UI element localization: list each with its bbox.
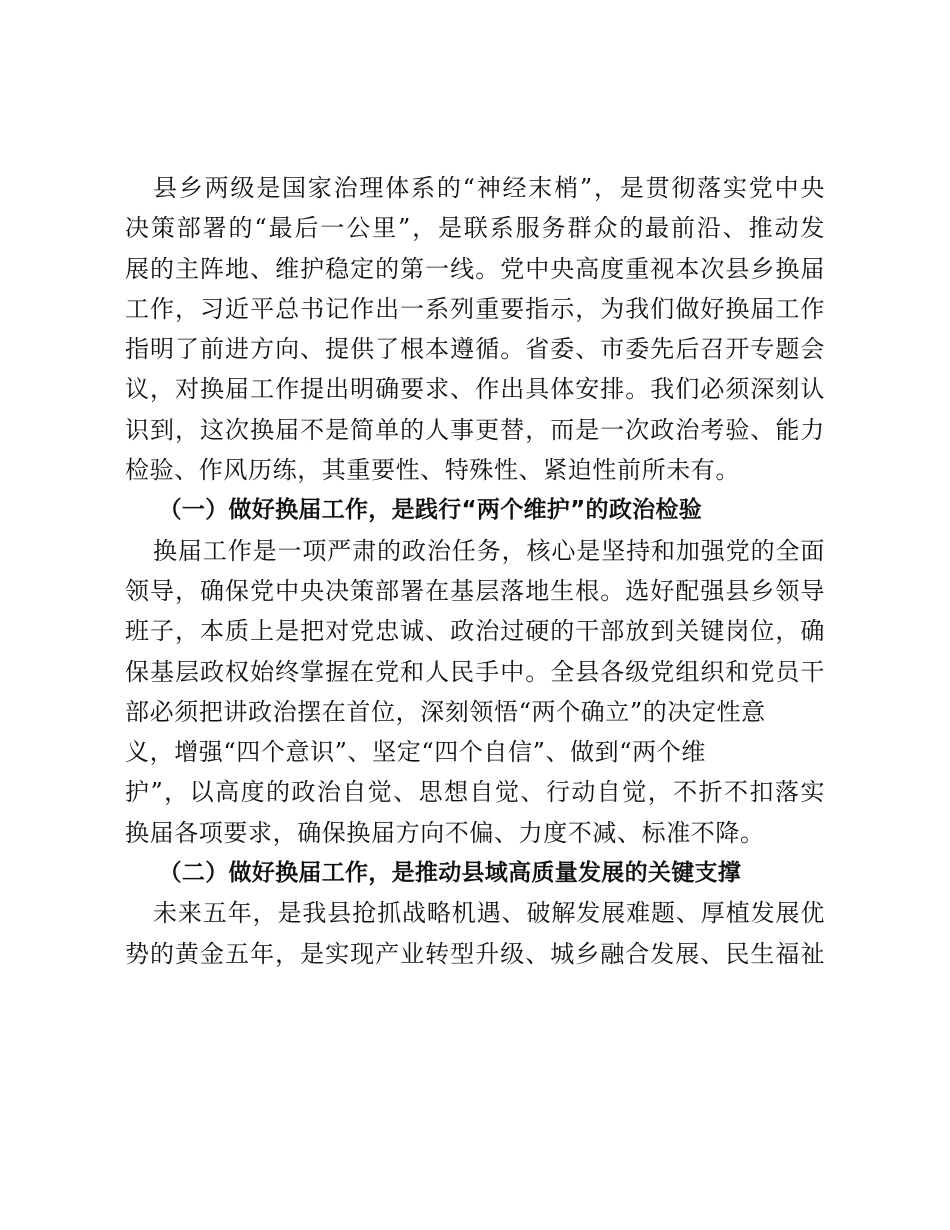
body-text-line: 部必须把讲政治摆在首位，深刻领悟“两个确立”的决定性意 bbox=[125, 697, 766, 726]
document-body bbox=[125, 168, 825, 974]
body-text-line: 决策部署的“最后一公里”，是联系服务群众的最前沿、推动发 bbox=[125, 214, 825, 243]
body-text-line: 换届工作是一项严肃的政治任务，核心是坚持和加强党的全面 bbox=[153, 536, 825, 565]
body-text-line: 领导，确保党中央决策部署在基层落地生根。选好配强县乡领导 bbox=[125, 576, 825, 605]
body-text-line: 展的主阵地、维护稳定的第一线。党中央高度重视本次县乡换届 bbox=[125, 254, 825, 283]
body-text-line: 检验、作风历练，其重要性、特殊性、紧迫性前所未有。 bbox=[125, 456, 740, 485]
body-text-line: 护”，以高度的政治自觉、思想自觉、行动自觉，不折不扣落实 bbox=[125, 778, 825, 807]
body-text-line: 议，对换届工作提出明确要求、作出具体安排。我们必须深刻认 bbox=[125, 375, 825, 404]
body-text-line: 保基层政权始终掌握在党和人民手中。全县各级党组织和党员干 bbox=[125, 657, 825, 686]
section-heading: （二）做好换届工作，是推动县域高质量发展的关键支撑 bbox=[158, 860, 742, 887]
body-text-line: 识到，这次换届不是简单的人事更替，而是一次政治考验、能力 bbox=[125, 415, 825, 444]
body-text-line: 换届各项要求，确保换届方向不偏、力度不减、标准不降。 bbox=[125, 818, 765, 847]
body-text-line: 指明了前进方向、提供了根本遵循。省委、市委先后召开专题会 bbox=[125, 335, 825, 364]
section-heading: （一）做好换届工作，是践行“两个维护”的政治检验 bbox=[158, 497, 703, 524]
body-text-line: 县乡两级是国家治理体系的“神经末梢”，是贯彻落实党中央 bbox=[153, 174, 825, 202]
body-text-line: 义，增强“四个意识”、坚定“四个自信”、做到“两个维 bbox=[125, 738, 706, 767]
body-text-line: 势的黄金五年，是实现产业转型升级、城乡融合发展、民生福祉 bbox=[125, 939, 825, 968]
body-text-line: 班子，本质上是把对党忠诚、政治过硬的干部放到关键岗位，确 bbox=[125, 617, 825, 646]
body-text-line: 工作，习近平总书记作出一系列重要指示，为我们做好换届工作 bbox=[125, 294, 825, 323]
body-text-line: 未来五年，是我县抢抓战略机遇、破解发展难题、厚植发展优 bbox=[153, 899, 825, 928]
